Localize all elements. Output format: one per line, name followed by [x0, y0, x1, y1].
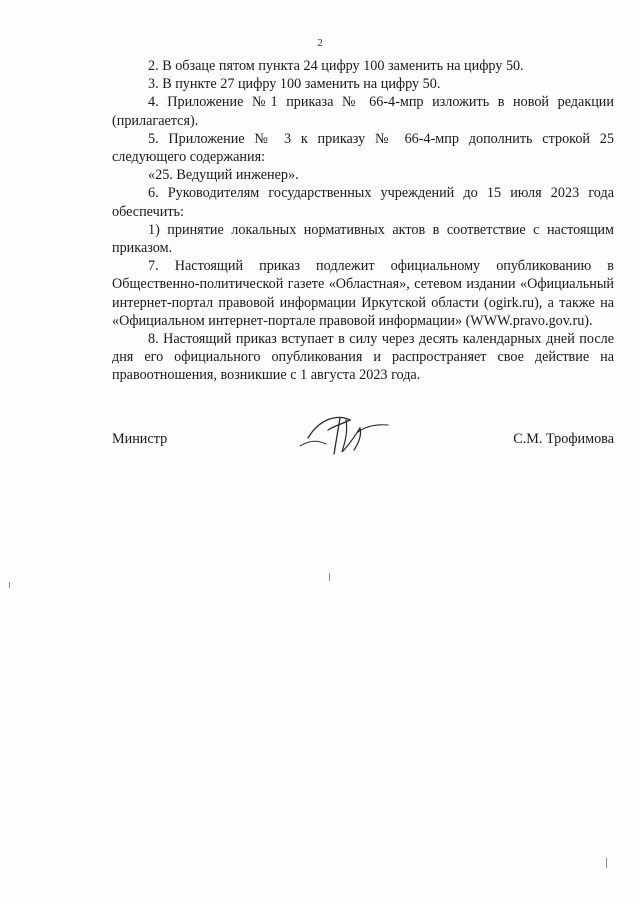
paragraph-item-2: 2. В обзаце пятом пункта 24 цифру 100 заменить на цифру 50. [148, 58, 524, 74]
scan-artifact-mark [329, 573, 330, 581]
signatory-name: С.М. Трофимова [513, 431, 614, 447]
scan-artifact-mark [606, 858, 607, 868]
signature-block [112, 410, 614, 460]
handwritten-signature [298, 410, 408, 458]
paragraph-quote-line: «25. Ведущий инженер». [148, 167, 299, 184]
scan-artifact-mark [9, 582, 10, 588]
paragraph-item-6: 6. Руководителям государственных учреждений до 15 июля 2023 года обеспечить: [112, 185, 614, 220]
paragraph-item-8: 8. Настоящий приказ вступает в силу через десять календарных дней после дня его официального опубликования и распространяет свое действие на правоотношения, возникшие с 1 августа 2023 года. [112, 331, 614, 384]
page-number: 2 [317, 37, 323, 49]
paragraph-item-4: 4. Приложение №1 приказа № 66-4-мпр изложить в новой редакции (прилагается). [112, 94, 614, 129]
paragraph-item-5: 5. Приложение № 3 к приказу № 66-4-мпр дополнить строкой 25 следующего содержания: [112, 130, 614, 166]
document-body [112, 57, 614, 385]
paragraph-subitem-1: 1) принятие локальных нормативных актов в соответствие с настоящим приказом. [112, 221, 614, 257]
paragraph-item-7: 7. Настоящий приказ подлежит официальному опубликованию в Общественно-политической газете «Областная», сетевом издании «Официальный интернет-портал правовой информации Иркутской области (ogirk.ru), а также на «Официальном интернет-портале правовой информации» (WWW.pravo.gov.ru). [112, 258, 614, 329]
paragraph-item-3: 3. В пункте 27 цифру 100 заменить на цифру 50. [148, 76, 441, 93]
signatory-title: Министр [112, 431, 168, 447]
